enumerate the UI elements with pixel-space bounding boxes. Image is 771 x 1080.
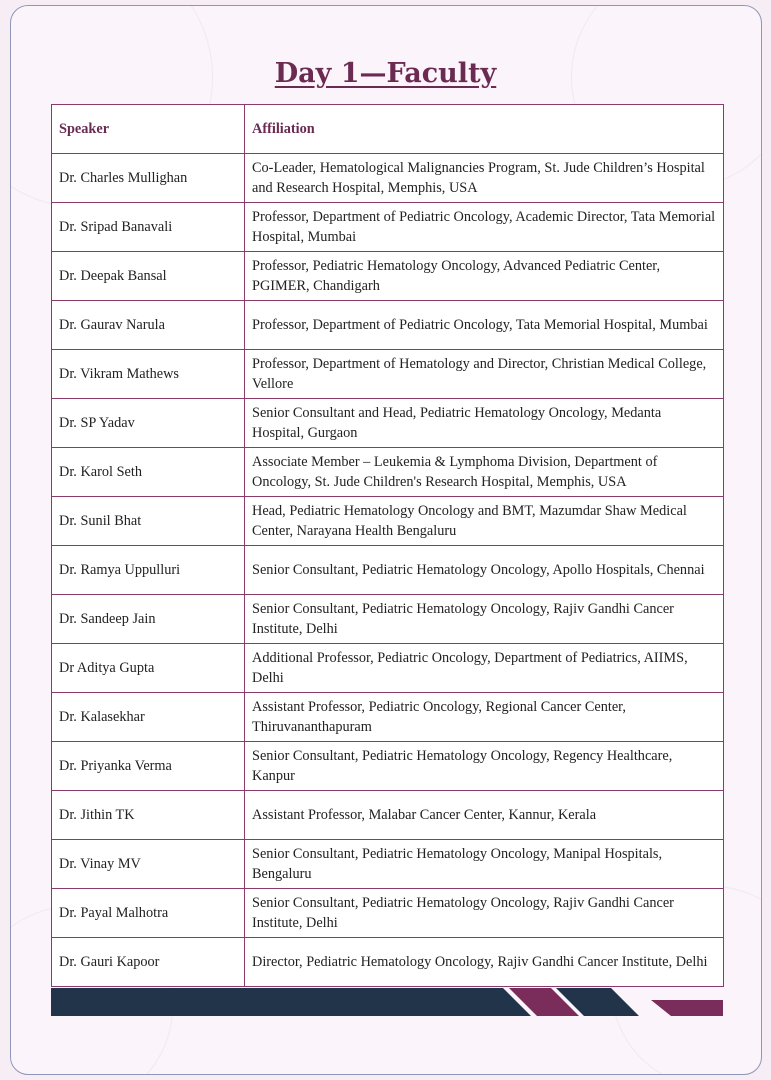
speaker-cell: Dr. SP Yadav: [52, 399, 245, 448]
table-row: [52, 448, 724, 497]
speaker-cell: Dr. Payal Malhotra: [52, 889, 245, 938]
speaker-cell: Dr Aditya Gupta: [52, 644, 245, 693]
speaker-cell: Dr. Charles Mullighan: [52, 154, 245, 203]
table-row: [52, 301, 724, 350]
speaker-cell: Dr. Deepak Bansal: [52, 252, 245, 301]
speaker-cell: Dr. Sunil Bhat: [52, 497, 245, 546]
affiliation-cell: Professor, Department of Pediatric Oncology, Academic Director, Tata Memorial Hospital, Mumbai: [245, 203, 724, 252]
speaker-cell: Dr. Sandeep Jain: [52, 595, 245, 644]
affiliation-cell: Professor, Department of Hematology and Director, Christian Medical College, Vellore: [245, 350, 724, 399]
table-row: [52, 791, 724, 840]
page-title: Day 1—Faculty: [274, 58, 497, 89]
footer-band-navy: [51, 988, 531, 1016]
speaker-cell: Dr. Karol Seth: [52, 448, 245, 497]
speaker-cell: Dr. Jithin TK: [52, 791, 245, 840]
header-affiliation: Affiliation: [245, 105, 724, 154]
table-row: [52, 399, 724, 448]
table-row: [52, 889, 724, 938]
affiliation-cell: Senior Consultant, Pediatric Hematology Oncology, Manipal Hospitals, Bengaluru: [245, 840, 724, 889]
affiliation-cell: Professor, Department of Pediatric Oncology, Tata Memorial Hospital, Mumbai: [245, 301, 724, 350]
speaker-cell: Dr. Kalasekhar: [52, 693, 245, 742]
speaker-cell: Dr. Gauri Kapoor: [52, 938, 245, 987]
affiliation-cell: Senior Consultant, Pediatric Hematology Oncology, Rajiv Gandhi Cancer Institute, Delhi: [245, 595, 724, 644]
affiliation-cell: Senior Consultant, Pediatric Hematology Oncology, Rajiv Gandhi Cancer Institute, Delhi: [245, 889, 724, 938]
affiliation-cell: Professor, Pediatric Hematology Oncology, Advanced Pediatric Center, PGIMER, Chandigarh: [245, 252, 724, 301]
affiliation-cell: Associate Member – Leukemia & Lymphoma Division, Department of Oncology, St. Jude Children's Research Hospital, Memphis, USA: [245, 448, 724, 497]
footer-band-maroon-end: [651, 1000, 723, 1016]
table-row: [52, 546, 724, 595]
table-row: [52, 252, 724, 301]
header-speaker: Speaker: [52, 105, 245, 154]
affiliation-cell: Co-Leader, Hematological Malignancies Program, St. Jude Children’s Hospital and Research Hospital, Memphis, USA: [245, 154, 724, 203]
affiliation-cell: Senior Consultant, Pediatric Hematology Oncology, Apollo Hospitals, Chennai: [245, 546, 724, 595]
table-row: [52, 840, 724, 889]
speaker-cell: Dr. Vikram Mathews: [52, 350, 245, 399]
affiliation-cell: Senior Consultant, Pediatric Hematology Oncology, Regency Healthcare, Kanpur: [245, 742, 724, 791]
footer-band: [51, 988, 723, 1016]
speaker-cell: Dr. Sripad Banavali: [52, 203, 245, 252]
table-row: [52, 595, 724, 644]
table-row: [52, 154, 724, 203]
affiliation-cell: Head, Pediatric Hematology Oncology and BMT, Mazumdar Shaw Medical Center, Narayana Health Bengaluru: [245, 497, 724, 546]
speaker-cell: Dr. Ramya Uppulluri: [52, 546, 245, 595]
affiliation-cell: Assistant Professor, Pediatric Oncology, Regional Cancer Center, Thiruvananthapuram: [245, 693, 724, 742]
affiliation-cell: Assistant Professor, Malabar Cancer Center, Kannur, Kerala: [245, 791, 724, 840]
affiliation-cell: Additional Professor, Pediatric Oncology, Department of Pediatrics, AIIMS, Delhi: [245, 644, 724, 693]
speaker-cell: Dr. Priyanka Verma: [52, 742, 245, 791]
table-header-row: [52, 105, 724, 154]
speaker-cell: Dr. Vinay MV: [52, 840, 245, 889]
affiliation-cell: Director, Pediatric Hematology Oncology, Rajiv Gandhi Cancer Institute, Delhi: [245, 938, 724, 987]
table-row: [52, 350, 724, 399]
faculty-table: [51, 104, 724, 987]
table-row: [52, 693, 724, 742]
table-row: [52, 644, 724, 693]
table-row: [52, 938, 724, 987]
table-row: [52, 203, 724, 252]
table-row: [52, 497, 724, 546]
affiliation-cell: Senior Consultant and Head, Pediatric Hematology Oncology, Medanta Hospital, Gurgaon: [245, 399, 724, 448]
speaker-cell: Dr. Gaurav Narula: [52, 301, 245, 350]
faculty-table-body: [52, 154, 724, 987]
table-row: [52, 742, 724, 791]
